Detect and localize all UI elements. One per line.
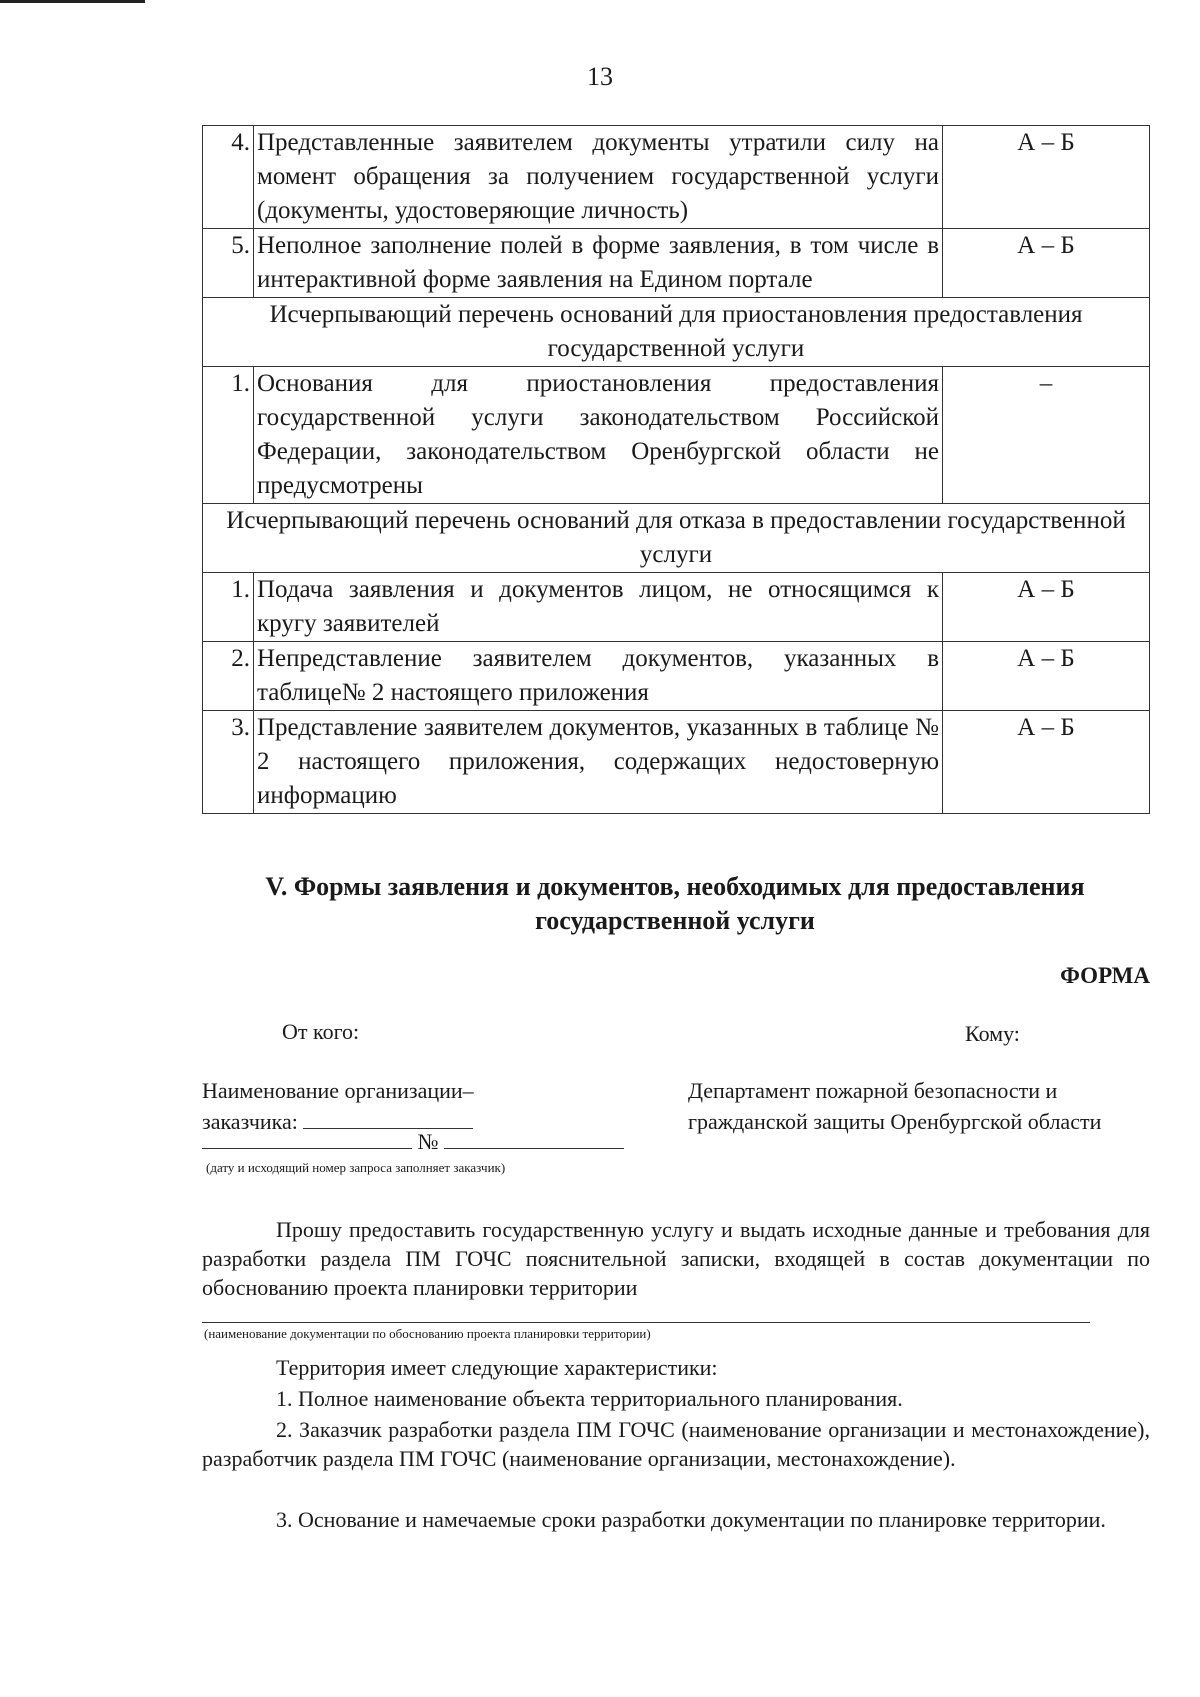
table-group-row bbox=[203, 504, 1150, 573]
row-number: 4. bbox=[203, 126, 254, 229]
row-code: А – Б bbox=[943, 642, 1150, 711]
row-number: 2. bbox=[203, 642, 254, 711]
row-number: 5. bbox=[203, 229, 254, 298]
recipient-line-2: гражданской защиты Оренбургской области bbox=[688, 1109, 1102, 1134]
table-row bbox=[203, 229, 1150, 298]
row-code: А – Б bbox=[943, 711, 1150, 814]
customer-label: заказчика: bbox=[202, 1109, 298, 1134]
request-number-line bbox=[202, 1128, 624, 1155]
number-blank bbox=[444, 1128, 624, 1149]
documentation-blank-line bbox=[202, 1322, 1090, 1323]
form-label: ФОРМА bbox=[1060, 963, 1150, 988]
page-number: 13 bbox=[587, 62, 613, 91]
row-text: Представление заявителем документов, указанных в таблице № 2 настоящего приложения, содержащих недостоверную информацию bbox=[254, 711, 943, 814]
number-sign: № bbox=[417, 1129, 439, 1154]
customer-blank bbox=[303, 1108, 473, 1129]
documentation-hint: (наименование документации по обоснованию проекта планировки территории) bbox=[204, 1326, 651, 1341]
table-row bbox=[203, 642, 1150, 711]
scan-edge-mark bbox=[0, 0, 145, 3]
to-label: Кому: bbox=[965, 1021, 1020, 1046]
characteristic-item: 1. Полное наименование объекта территориального планирования. bbox=[276, 1386, 903, 1411]
row-code: А – Б bbox=[943, 126, 1150, 229]
row-text: Основания для приостановления предоставления государственной услуги законодательством Российской Федерации, законодательством Оренбургской области не предусмотрены bbox=[254, 367, 943, 504]
request-paragraph: Прошу предоставить государственную услугу и выдать исходные данные и требования для разработки раздела ПМ ГОЧС пояснительной записки, входящей в состав документации по обоснованию проекта планировки территории bbox=[202, 1217, 1150, 1300]
org-name-label: Наименование организации– bbox=[202, 1078, 474, 1103]
table-row bbox=[203, 126, 1150, 229]
group-heading-refuse: Исчерпывающий перечень оснований для отказа в предоставлении государственной услуги bbox=[203, 504, 1150, 573]
request-hint: (дату и исходящий номер запроса заполняет заказчик) bbox=[206, 1160, 506, 1175]
characteristic-item: 3. Основание и намечаемые сроки разработки документации по планировке территории. bbox=[276, 1507, 1106, 1532]
table-row bbox=[203, 711, 1150, 814]
date-blank bbox=[202, 1128, 412, 1149]
characteristic-item: 2. Заказчик разработки раздела ПМ ГОЧС (наименование организации и местонахождение), разработчик раздела ПМ ГОЧС (наименование организации, местонахождение). bbox=[202, 1417, 1150, 1471]
table-group-row bbox=[203, 298, 1150, 367]
recipient-block bbox=[688, 1075, 1158, 1137]
from-label: От кого: bbox=[282, 1019, 360, 1044]
row-text: Неполное заполнение полей в форме заявления, в том числе в интерактивной форме заявления на Едином портале bbox=[254, 229, 943, 298]
row-number: 1. bbox=[203, 573, 254, 642]
table-row bbox=[203, 367, 1150, 504]
row-text: Подача заявления и документов лицом, не относящимся к кругу заявителей bbox=[254, 573, 943, 642]
recipient-line-1: Департамент пожарной безопасности и bbox=[688, 1078, 1058, 1103]
row-code: А – Б bbox=[943, 573, 1150, 642]
row-number: 3. bbox=[203, 711, 254, 814]
row-text: Непредставление заявителем документов, указанных в таблице№ 2 настоящего приложения bbox=[254, 642, 943, 711]
row-number: 1. bbox=[203, 367, 254, 504]
grounds-table bbox=[202, 125, 1150, 814]
table-row bbox=[203, 573, 1150, 642]
row-code: – bbox=[943, 367, 1150, 504]
row-text: Представленные заявителем документы утратили силу на момент обращения за получением государственной услуги (документы, удостоверяющие личность) bbox=[254, 126, 943, 229]
group-heading-suspend: Исчерпывающий перечень оснований для приостановления предоставления государственной услуги bbox=[203, 298, 1150, 367]
section-title: V. Формы заявления и документов, необходимых для предоставления государственной услуги bbox=[265, 872, 1085, 935]
row-code: А – Б bbox=[943, 229, 1150, 298]
characteristics-intro: Территория имеет следующие характеристики: bbox=[276, 1355, 718, 1380]
